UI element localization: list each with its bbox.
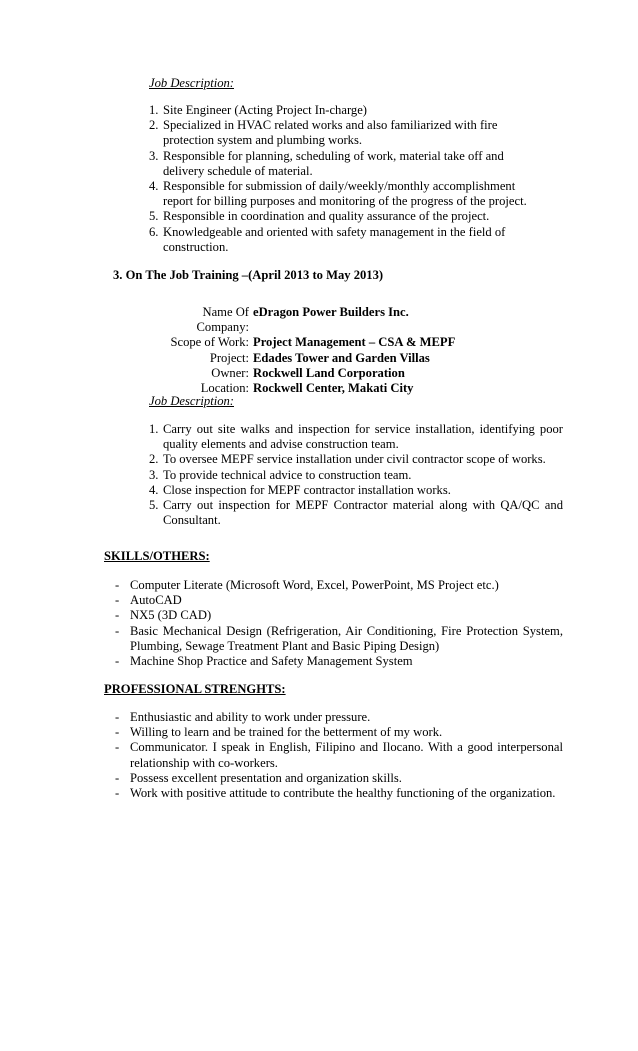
list-item: - NX5 (3D CAD) — [115, 608, 212, 623]
list-item: 2. Specialized in HVAC related works and also familiarized with fire protection system and plumbing works. — [149, 118, 498, 148]
list-item: - AutoCAD — [115, 593, 182, 608]
strengths-heading: PROFESSIONAL STRENGHTS: — [104, 682, 286, 696]
job3-heading: 3. On The Job Training –(April 2013 to May 2013) — [113, 268, 384, 282]
list-item: - Willing to learn and be trained for the betterment of my work. — [115, 725, 443, 740]
list-item: - Work with positive attitude to contribute the healthy functioning of the organization. — [115, 786, 556, 801]
list-item: 5. Carry out inspection for MEPF Contractor material along with QA/QC and Consultant. — [149, 498, 563, 528]
project-row: Project: Edades Tower and Garden Villas — [209, 350, 430, 365]
list-item: 3. To provide technical advice to construction team. — [149, 467, 412, 482]
list-item: - Possess excellent presentation and organization skills. — [115, 770, 402, 785]
location-row: Location: Rockwell Center, Makati City — [200, 381, 414, 396]
skills-heading: SKILLS/OTHERS: — [104, 549, 210, 563]
list-item: 1. Carry out site walks and inspection for service installation, identifying poor quality elements and advise construction team. — [149, 422, 563, 452]
list-item: 5. Responsible in coordination and quality assurance of the project. — [149, 209, 490, 224]
list-item: 2. To oversee MEPF service installation under civil contractor scope of works. — [149, 452, 546, 467]
strengths-list — [115, 710, 563, 801]
job3-description-list — [149, 422, 563, 528]
list-item: 6. Knowledgeable and oriented with safety management in the field of construction. — [149, 224, 506, 254]
list-item: - Communicator. I speak in English, Filipino and Ilocano. With a good interpersonal relationship with co-workers. — [115, 740, 563, 770]
list-item: 4. Close inspection for MEPF contractor installation works. — [149, 482, 451, 497]
list-item: - Machine Shop Practice and Safety Management System — [115, 654, 413, 669]
job3-details — [149, 305, 455, 396]
owner-row: Owner: Rockwell Land Corporation — [211, 365, 405, 380]
job2-description-heading: Job Description: — [149, 76, 234, 90]
list-item: 1. Site Engineer (Acting Project In-charge) — [149, 103, 367, 117]
list-item: - Enthusiastic and ability to work under pressure. — [115, 710, 371, 724]
list-item: - Basic Mechanical Design (Refrigeration, Air Conditioning, Fire Protection System, Plumbing, Sewage Treatment Plant and Basic Piping Design) — [115, 623, 563, 653]
company-row: Name Of Company: eDragon Power Builders Inc. — [196, 305, 409, 335]
skills-list — [115, 578, 563, 669]
list-item: 4. Responsible for submission of daily/weekly/monthly accomplishment report for billing purposes and monitoring of the progress of the project. — [149, 179, 527, 209]
scope-row: Scope of Work: Project Management – CSA & MEPF — [170, 335, 456, 350]
job2-description-list — [149, 103, 539, 255]
list-item: 3. Responsible for planning, scheduling of work, material take off and delivery schedule of material. — [149, 148, 504, 178]
list-item: - Computer Literate (Microsoft Word, Excel, PowerPoint, MS Project etc.) — [115, 578, 499, 592]
job3-description-heading: Job Description: — [149, 394, 234, 408]
